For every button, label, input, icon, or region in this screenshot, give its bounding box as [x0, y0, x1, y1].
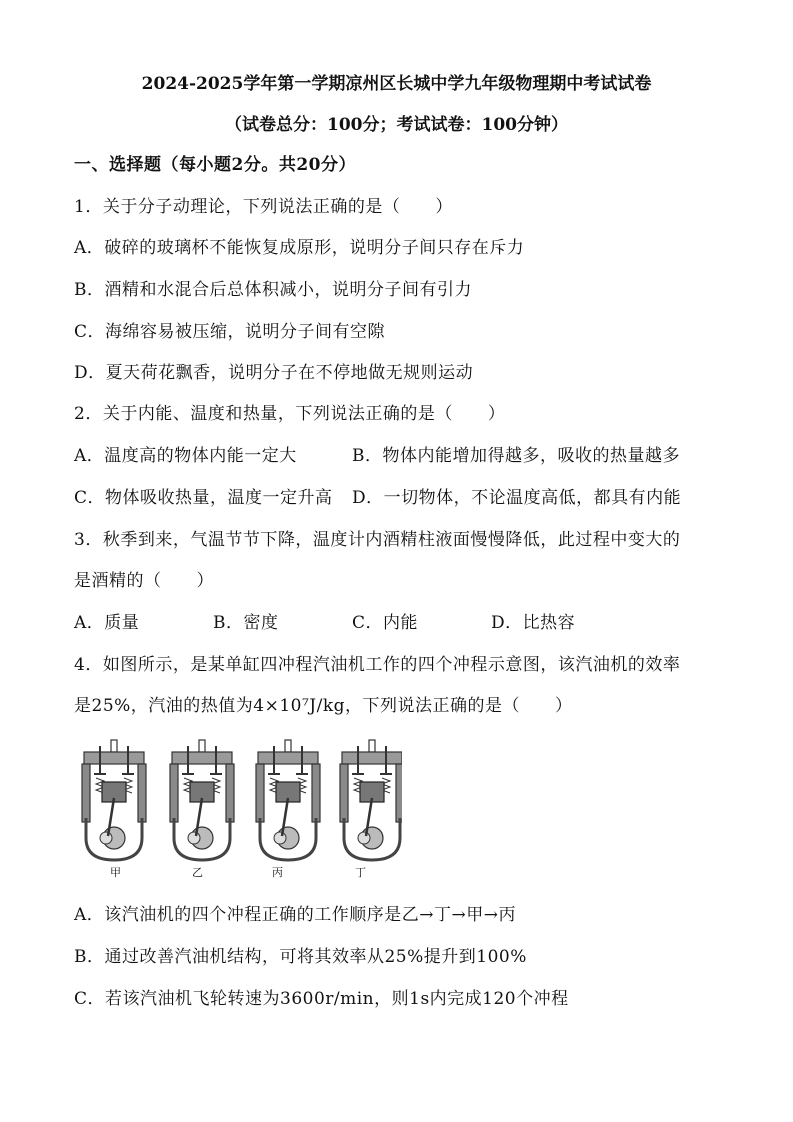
q3-stem-line2: 是酒精的（ ） — [74, 571, 214, 591]
engine-yi — [170, 740, 234, 860]
section-heading: 一、选择题（每小题2分。共20分） — [74, 155, 356, 175]
q1-stem: 1．关于分子动理论，下列说法正确的是（ ） — [74, 197, 453, 217]
q3-stem-line1: 3．秋季到来，气温节节下降，温度计内酒精柱液面慢慢降低，此过程中变大的 — [74, 530, 681, 550]
exam-subtitle: （试卷总分：100分；考试试卷：100分钟） — [225, 115, 568, 135]
q3-option-d: D．比热容 — [491, 613, 576, 633]
figure-label-ding: 丁 — [355, 866, 366, 879]
q2-stem: 2．关于内能、温度和热量，下列说法正确的是（ ） — [74, 404, 506, 424]
engine-bing — [256, 740, 320, 860]
q1-option-d: D．夏天荷花飘香，说明分子在不停地做无规则运动 — [74, 363, 474, 383]
q1-option-c: C．海绵容易被压缩，说明分子间有空隙 — [74, 322, 386, 342]
q2-option-b: B．物体内能增加得越多，吸收的热量越多 — [352, 446, 680, 466]
figure-label-jia: 甲 — [110, 866, 121, 879]
q2-option-d: D．一切物体，不论温度高低，都具有内能 — [352, 488, 682, 508]
q3-option-c: C．内能 — [352, 613, 419, 633]
q2-options-row1 — [74, 444, 680, 468]
engine-jia — [82, 740, 146, 860]
q2-option-a: A．温度高的物体内能一定大 — [74, 446, 297, 466]
q2-options-row2 — [74, 486, 681, 510]
q4-stem-line2: 是25%，汽油的热值为4×10⁷J/kg，下列说法正确的是（ ） — [74, 696, 573, 716]
q4-option-c: C．若该汽油机飞轮转速为3600r/min，则1s内完成120个冲程 — [74, 989, 569, 1009]
figure-label-yi: 乙 — [192, 866, 203, 879]
engine-ding — [340, 740, 402, 860]
q3-option-b: B．密度 — [213, 613, 279, 633]
q1-option-b: B．酒精和水混合后总体积减小，说明分子间有引力 — [74, 280, 472, 300]
exam-title: 2024-2025学年第一学期凉州区长城中学九年级物理期中考试试卷 — [141, 74, 652, 94]
q2-option-c: C．物体吸收热量，温度一定升高 — [74, 488, 333, 508]
q4-stem-line1: 4．如图所示，是某单缸四冲程汽油机工作的四个冲程示意图，该汽油机的效率 — [74, 655, 681, 675]
figure-label-bing: 丙 — [272, 866, 283, 879]
q4-option-b: B．通过改善汽油机结构，可将其效率从25%提升到100% — [74, 947, 527, 967]
q3-option-a: A．质量 — [74, 613, 140, 633]
engine-diagrams — [72, 738, 402, 862]
q3-options — [74, 611, 575, 635]
q1-option-a: A．破碎的玻璃杯不能恢复成原形，说明分子间只存在斥力 — [74, 238, 525, 258]
q4-option-a: A．该汽油机的四个冲程正确的工作顺序是乙→丁→甲→丙 — [74, 905, 517, 925]
engine-strokes-figure — [72, 738, 402, 880]
